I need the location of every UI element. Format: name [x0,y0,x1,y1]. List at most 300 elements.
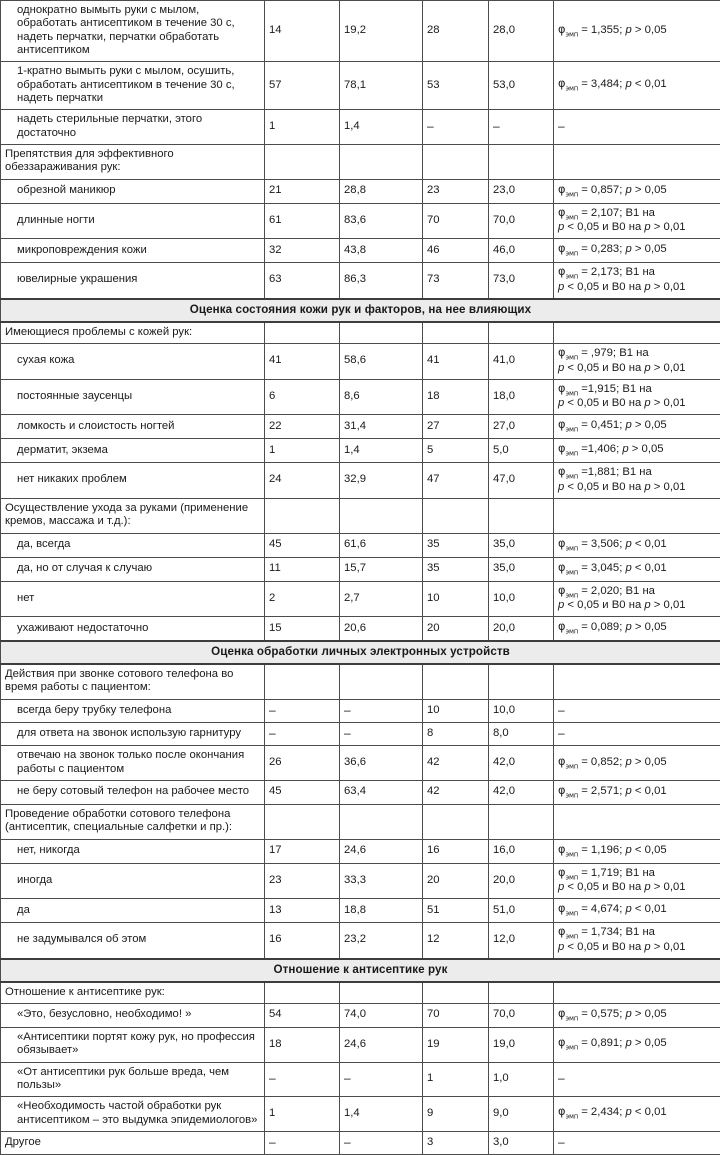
cell-n-group1: 45 [265,533,340,557]
phi-subscript: эмп [565,591,578,599]
table-row [1,699,720,722]
cell-label: Осуществление ухода за руками (применение кремов, массажа и т.д.): [1,498,265,533]
cell-pct-group2: 10,0 [489,581,554,617]
cell-statistic [554,1027,720,1062]
phi-subscript: эмп [565,449,578,457]
phi-subscript: эмп [565,1014,578,1022]
phi-subscript: эмп [565,1113,578,1121]
value-dash: – [269,703,276,717]
phi-symbol: $\varphi_{эмп}$ [558,584,578,597]
value-dash: – [427,119,434,133]
cell-statistic [554,263,720,299]
phi-symbol: $\varphi_{эмп}$ [558,442,578,455]
cell-n-group1: 54 [265,1003,340,1027]
cell-statistic [554,699,720,722]
statistic-line-1: $\varphi_{эмп} = 0,575$; p > 0,05 [558,1007,716,1023]
cell-label: Другое [1,1131,265,1154]
cell-n-group1 [265,722,340,745]
cell-n-group2: 12 [423,923,489,959]
phi-symbol: $\varphi_{эмп}$ [558,23,578,36]
phi-subscript: эмп [565,1043,578,1051]
cell-pct-group2: 51,0 [489,899,554,923]
phi-symbol: $\varphi_{эмп}$ [558,1105,578,1118]
value-dash: – [344,1071,351,1085]
cell-label: ухаживают недостаточно [1,617,265,642]
cell-pct-group2: 12,0 [489,923,554,959]
cell-n-group1: 21 [265,179,340,203]
cell-pct-group1: 18,8 [340,899,423,923]
cell-label: надеть стерильные перчатки, этого достаточно [1,110,265,145]
table-row [1,110,720,145]
statistic-line-1: $\varphi_{эмп} = ,979$; В1 на [558,347,716,362]
p-symbol: p [626,78,632,90]
cell-label: «Антисептики портят кожу рук, но профессия обязывает» [1,1027,265,1062]
statistic-line-2: p < 0,05 и В0 на p > 0,01 [558,281,716,294]
phi-subscript: эмп [565,30,578,38]
cell-pct-group2: 20,0 [489,617,554,642]
cell-n-group2: 42 [423,746,489,781]
p-symbol: p [644,881,650,893]
p-symbol: p [626,844,632,856]
phi-symbol: $\varphi_{эмп}$ [558,843,578,856]
cell-n-group2: 3 [423,1131,489,1154]
table-row [1,533,720,557]
category-row [1,144,720,179]
cell-statistic [554,1097,720,1132]
cell-n-group1: 16 [265,923,340,959]
table-row [1,1,720,62]
cell-n-group2: 41 [423,343,489,379]
cell-pct-group1: 28,8 [340,179,423,203]
cell-pct-group1: 19,2 [340,1,423,62]
cell-pct-group2: 8,0 [489,722,554,745]
cell-n-group1: 1 [265,1097,340,1132]
table-row [1,203,720,239]
cell-statistic [554,617,720,642]
p-symbol: p [558,397,564,409]
statistic-line-1: $\varphi_{эмп} = 1,719$; В1 на [558,867,716,882]
cell-n-group2: 73 [423,263,489,299]
phi-symbol: $\varphi_{эмп}$ [558,561,578,574]
cell-pct-group2: 70,0 [489,203,554,239]
statistic-line-2: p < 0,05 и В0 на p > 0,01 [558,397,716,410]
cell-n-group2 [423,664,489,699]
table-row [1,1131,720,1154]
cell-pct-group2: 46,0 [489,239,554,263]
cell-statistic [554,746,720,781]
cell-n-group2: 35 [423,533,489,557]
cell-label: не беру сотовый телефон на рабочее место [1,780,265,804]
cell-n-group2: 51 [423,899,489,923]
cell-statistic [554,110,720,145]
phi-subscript: эмп [565,425,578,433]
section-header-row [1,959,720,982]
cell-pct-group2: 1,0 [489,1062,554,1097]
p-symbol: p [558,281,564,293]
cell-label: «Это, безусловно, необходимо! » [1,1003,265,1027]
phi-subscript: эмп [565,85,578,93]
phi-subscript: эмп [565,932,578,940]
phi-subscript: эмп [565,213,578,221]
phi-symbol: $\varphi_{эмп}$ [558,465,578,478]
phi-symbol: $\varphi_{эмп}$ [558,77,578,90]
cell-pct-group2: 42,0 [489,746,554,781]
table-body [1,1,720,1155]
table-row [1,557,720,581]
cell-pct-group1 [340,722,423,745]
cell-label: Препятствия для эффективного обеззараживания рук: [1,144,265,179]
category-row [1,322,720,344]
cell-pct-group1: 23,2 [340,923,423,959]
statistic-dash: – [558,703,565,717]
cell-label: Проведение обработки сотового телефона (антисептик, специальные салфетки и пр.): [1,804,265,839]
cell-pct-group1: 74,0 [340,1003,423,1027]
phi-subscript: эмп [565,544,578,552]
statistic-dash: – [558,726,565,740]
cell-label: Действия при звонке сотового телефона во время работы с пациентом: [1,664,265,699]
cell-n-group1: 61 [265,203,340,239]
statistic-line-2: p < 0,05 и В0 на p > 0,01 [558,221,716,234]
cell-n-group2: 28 [423,1,489,62]
cell-label: Отношение к антисептике рук: [1,982,265,1004]
cell-n-group2: 53 [423,62,489,110]
phi-symbol: $\varphi_{эмп}$ [558,1007,578,1020]
phi-symbol: $\varphi_{эмп}$ [558,925,578,938]
cell-statistic [554,322,720,344]
table-row [1,343,720,379]
cell-statistic [554,722,720,745]
statistic-line-1: $\varphi_{эмп} = 0,891$; p > 0,05 [558,1036,716,1052]
cell-n-group1: 23 [265,863,340,899]
p-symbol: p [558,221,564,233]
table-row [1,179,720,203]
cell-statistic [554,1131,720,1154]
cell-statistic [554,923,720,959]
statistic-line-1: $\varphi_{эмп} =1,406$; p > 0,05 [558,442,716,458]
cell-pct-group1: 63,4 [340,780,423,804]
cell-pct-group2: 27,0 [489,415,554,439]
cell-pct-group2: 19,0 [489,1027,554,1062]
cell-n-group2: 19 [423,1027,489,1062]
cell-pct-group2: 47,0 [489,463,554,499]
statistic-line-1: $\varphi_{эмп} = 2,020$; В1 на [558,585,716,600]
phi-symbol: $\varphi_{эмп}$ [558,784,578,797]
phi-subscript: эмп [565,568,578,576]
section-header-title: Оценка обработки личных электронных устройств [1,641,720,664]
cell-n-group1: 57 [265,62,340,110]
phi-subscript: эмп [565,873,578,881]
cell-pct-group2: 18,0 [489,379,554,415]
cell-label: да, всегда [1,533,265,557]
table-row [1,239,720,263]
cell-n-group2: 27 [423,415,489,439]
cell-pct-group1: 8,6 [340,379,423,415]
cell-pct-group1 [340,498,423,533]
p-symbol: p [622,443,628,455]
cell-n-group1: 24 [265,463,340,499]
statistic-line-1: $\varphi_{эмп} =1,881$; В1 на [558,466,716,481]
p-symbol: p [644,362,650,374]
cell-pct-group1: 1,4 [340,439,423,463]
cell-statistic [554,144,720,179]
cell-pct-group2 [489,110,554,145]
cell-statistic [554,239,720,263]
cell-pct-group1 [340,664,423,699]
cell-n-group2 [423,110,489,145]
table-row [1,923,720,959]
category-row [1,804,720,839]
value-dash: – [269,726,276,740]
statistic-line-1: $\varphi_{эмп} = 3,506$; p < 0,01 [558,537,716,553]
cell-label: да, но от случая к случаю [1,557,265,581]
table-row [1,1097,720,1132]
table-row [1,62,720,110]
cell-label: 1-кратно вымыть руки с мылом, осушить, обработать антисептиком в течение 30 с, надеть перчатки [1,62,265,110]
table-row [1,379,720,415]
cell-label: не задумывался об этом [1,923,265,959]
cell-pct-group2: 42,0 [489,780,554,804]
table-row [1,463,720,499]
cell-pct-group2: 70,0 [489,1003,554,1027]
cell-pct-group1 [340,322,423,344]
cell-n-group2: 10 [423,699,489,722]
cell-statistic [554,533,720,557]
cell-label: микроповреждения кожи [1,239,265,263]
cell-statistic [554,379,720,415]
cell-pct-group1: 32,9 [340,463,423,499]
cell-pct-group1: 2,7 [340,581,423,617]
category-row [1,982,720,1004]
statistic-line-1: $\varphi_{эмп} = 2,571$; p < 0,01 [558,784,716,800]
p-symbol: p [558,881,564,893]
cell-pct-group1: 58,6 [340,343,423,379]
statistic-line-1: $\varphi_{эмп} = 0,857$; p > 0,05 [558,183,716,199]
p-symbol: p [626,24,632,36]
p-symbol: p [644,281,650,293]
cell-n-group1 [265,144,340,179]
cell-pct-group1: 43,8 [340,239,423,263]
statistic-dash: – [558,1071,565,1085]
section-header-row [1,299,720,322]
cell-pct-group2 [489,498,554,533]
statistic-line-1: $\varphi_{эмп} = 2,434$; p < 0,01 [558,1105,716,1121]
cell-label: сухая кожа [1,343,265,379]
cell-n-group1 [265,322,340,344]
cell-statistic [554,780,720,804]
cell-n-group2 [423,322,489,344]
table-row [1,722,720,745]
cell-n-group2: 8 [423,722,489,745]
cell-pct-group2: 35,0 [489,557,554,581]
value-dash: – [269,1135,276,1149]
cell-n-group2: 70 [423,1003,489,1027]
statistic-line-1: $\varphi_{эмп} = 2,107$; В1 на [558,207,716,222]
cell-label: иногда [1,863,265,899]
cell-n-group1: 18 [265,1027,340,1062]
cell-n-group1: 14 [265,1,340,62]
p-symbol: p [644,481,650,493]
cell-label: отвечаю на звонок только после окончания работы с пациентом [1,746,265,781]
cell-pct-group2: 16,0 [489,839,554,863]
cell-n-group2 [423,498,489,533]
p-symbol: p [626,1106,632,1118]
p-symbol: p [644,397,650,409]
cell-pct-group1: 33,3 [340,863,423,899]
p-symbol: p [644,599,650,611]
phi-subscript: эмп [565,250,578,258]
cell-statistic [554,179,720,203]
cell-pct-group2: 53,0 [489,62,554,110]
p-symbol: p [626,621,632,633]
phi-subscript: эмп [565,353,578,361]
cell-label: дерматит, экзема [1,439,265,463]
p-symbol: p [626,243,632,255]
p-symbol: p [626,785,632,797]
table-row [1,263,720,299]
cell-n-group2 [423,982,489,1004]
cell-pct-group2: 3,0 [489,1131,554,1154]
phi-symbol: $\varphi_{эмп}$ [558,265,578,278]
cell-label: постоянные заусенцы [1,379,265,415]
cell-n-group1 [265,664,340,699]
p-symbol: p [558,362,564,374]
cell-statistic [554,1062,720,1097]
statistic-line-1: $\varphi_{эмп} = 3,484$; p < 0,01 [558,77,716,93]
cell-n-group1 [265,498,340,533]
table-row [1,780,720,804]
cell-pct-group1: 1,4 [340,110,423,145]
statistic-line-2: p < 0,05 и В0 на p > 0,01 [558,362,716,375]
phi-symbol: $\varphi_{эмп}$ [558,206,578,219]
table-row [1,863,720,899]
cell-n-group2: 35 [423,557,489,581]
cell-statistic [554,557,720,581]
statistic-line-1: $\varphi_{эмп} = 2,173$; В1 на [558,266,716,281]
cell-n-group2: 18 [423,379,489,415]
cell-n-group2: 9 [423,1097,489,1132]
statistic-line-1: $\varphi_{эмп} = 1,355$; p > 0,05 [558,23,716,39]
p-symbol: p [558,481,564,493]
cell-n-group2 [423,144,489,179]
cell-n-group1: 32 [265,239,340,263]
cell-pct-group1: 83,6 [340,203,423,239]
phi-subscript: эмп [565,472,578,480]
cell-n-group2: 20 [423,863,489,899]
phi-symbol: $\varphi_{эмп}$ [558,418,578,431]
statistic-line-1: $\varphi_{эмп} = 1,196$; p < 0,05 [558,843,716,859]
cell-pct-group1: 78,1 [340,62,423,110]
phi-subscript: эмп [565,273,578,281]
cell-label: нет никаких проблем [1,463,265,499]
cell-n-group1: 6 [265,379,340,415]
p-symbol: p [626,1037,632,1049]
cell-statistic [554,664,720,699]
cell-label: для ответа на звонок использую гарнитуру [1,722,265,745]
statistic-line-1: $\varphi_{эмп} = 1,734$; В1 на [558,926,716,941]
cell-pct-group2: 28,0 [489,1,554,62]
cell-pct-group2 [489,144,554,179]
cell-n-group1: 15 [265,617,340,642]
statistic-line-1: $\varphi_{эмп} = 3,045$; p < 0,01 [558,561,716,577]
cell-n-group2 [423,804,489,839]
phi-subscript: эмп [565,627,578,635]
p-symbol: p [644,941,650,953]
cell-pct-group1: 20,6 [340,617,423,642]
phi-subscript: эмп [565,762,578,770]
cell-label: «Необходимость частой обработки рук антисептиком – это выдумка эпидемиологов» [1,1097,265,1132]
cell-label: да [1,899,265,923]
cell-statistic [554,62,720,110]
category-row [1,664,720,699]
cell-pct-group2 [489,322,554,344]
cell-n-group1 [265,804,340,839]
statistic-line-1: $\varphi_{эмп} = 0,451$; p > 0,05 [558,418,716,434]
section-header-row [1,641,720,664]
cell-statistic [554,498,720,533]
cell-label: «От антисептики рук больше вреда, чем пользы» [1,1062,265,1097]
cell-n-group2: 42 [423,780,489,804]
statistic-line-1: $\varphi_{эмп} =1,915$; В1 на [558,383,716,398]
cell-n-group1: 1 [265,439,340,463]
statistic-line-1: $\varphi_{эмп} = 0,852$; p > 0,05 [558,755,716,771]
cell-pct-group1: 36,6 [340,746,423,781]
cell-statistic [554,804,720,839]
cell-label: нет [1,581,265,617]
cell-n-group2: 70 [423,203,489,239]
p-symbol: p [626,419,632,431]
section-header-title: Оценка состояния кожи рук и факторов, на нее влияющих [1,299,720,322]
cell-statistic [554,439,720,463]
cell-label: Имеющиеся проблемы с кожей рук: [1,322,265,344]
cell-pct-group1 [340,1062,423,1097]
cell-label: всегда беру трубку телефона [1,699,265,722]
cell-n-group2: 10 [423,581,489,617]
cell-statistic [554,863,720,899]
table-row [1,1062,720,1097]
cell-n-group1: 13 [265,899,340,923]
cell-n-group2: 16 [423,839,489,863]
cell-pct-group2 [489,804,554,839]
statistic-line-2: p < 0,05 и В0 на p > 0,01 [558,599,716,612]
cell-pct-group1: 31,4 [340,415,423,439]
cell-pct-group2: 35,0 [489,533,554,557]
statistic-line-2: p < 0,05 и В0 на p > 0,01 [558,481,716,494]
cell-pct-group1: 15,7 [340,557,423,581]
cell-n-group1 [265,699,340,722]
cell-label: ломкость и слоистость ногтей [1,415,265,439]
table-row [1,617,720,642]
cell-n-group2: 5 [423,439,489,463]
cell-statistic [554,982,720,1004]
table-row [1,439,720,463]
cell-n-group2: 47 [423,463,489,499]
section-header-title: Отношение к антисептике рук [1,959,720,982]
phi-subscript: эмп [565,909,578,917]
cell-n-group1: 2 [265,581,340,617]
cell-label: ювелирные украшения [1,263,265,299]
category-row [1,498,720,533]
cell-statistic [554,899,720,923]
cell-pct-group1: 1,4 [340,1097,423,1132]
cell-pct-group1 [340,1131,423,1154]
cell-n-group1: 11 [265,557,340,581]
cell-pct-group2: 10,0 [489,699,554,722]
cell-n-group2: 23 [423,179,489,203]
cell-pct-group1 [340,144,423,179]
cell-pct-group1 [340,699,423,722]
phi-symbol: $\varphi_{эмп}$ [558,1036,578,1049]
cell-statistic [554,343,720,379]
